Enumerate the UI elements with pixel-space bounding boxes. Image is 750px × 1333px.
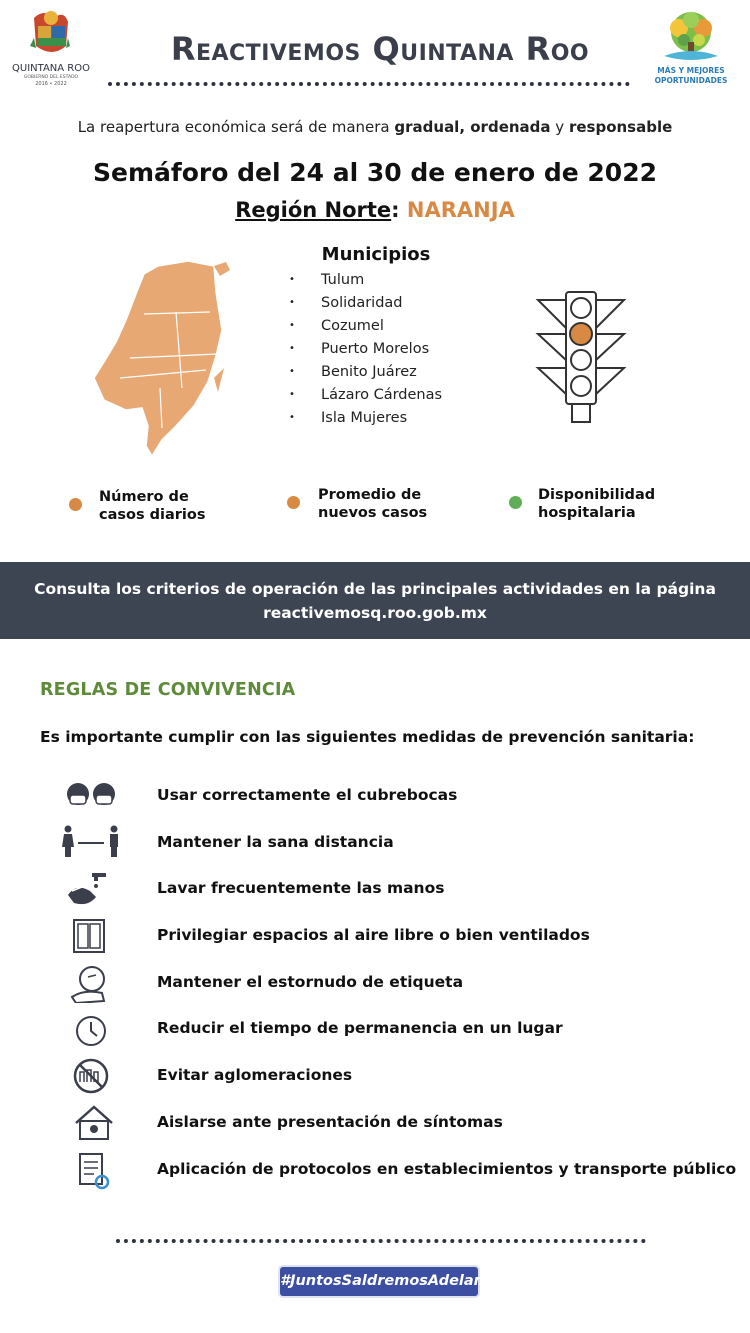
face-mask-icon (62, 776, 120, 816)
rule-item: Mantener la sana distancia (0, 823, 750, 869)
logo-subtitle: GOBIERNO DEL ESTADO (23, 75, 79, 80)
info-banner (0, 562, 750, 639)
rules-intro: Es importante cumplir con las siguientes medidas de prevención sanitaria: (40, 728, 695, 746)
tree-logo-icon (646, 8, 736, 88)
hand-washing-icon (62, 869, 120, 909)
page-title: Reactivemos Quintana Roo (170, 30, 590, 68)
list-item: • Puerto Morelos (289, 340, 430, 357)
rule-item: Mantener el estornudo de etiqueta (0, 963, 750, 1009)
rule-item: Aplicación de protocolos en establecimientos y transporte público (0, 1150, 750, 1196)
traffic-light-icon (532, 288, 632, 428)
quintana-roo-coat-of-arms-icon (8, 8, 94, 88)
municipios-list (286, 268, 486, 429)
clock-icon (62, 1009, 120, 1049)
list-item: • Lázaro Cárdenas (289, 386, 443, 403)
region-label: Región Norte (235, 198, 392, 222)
status-dot (69, 498, 82, 511)
rule-item: Reducir el tiempo de permanencia en un lugar (0, 1009, 750, 1055)
rule-item: Usar correctamente el cubrebocas (0, 776, 750, 822)
logo-years: 2016 • 2022 (35, 81, 67, 87)
banner-link[interactable]: reactivemosq.roo.gob.mx (263, 604, 487, 622)
municipios-title: Municipios (321, 244, 431, 265)
window-icon (62, 916, 120, 956)
sneeze-etiquette-icon (62, 963, 120, 1003)
list-item: • Benito Juárez (289, 363, 417, 380)
list-item: • Solidaridad (289, 294, 403, 311)
rule-item: Aislarse ante presentación de síntomas (0, 1103, 750, 1149)
list-item: • Cozumel (289, 317, 384, 334)
logo-line2: OPORTUNIDADES (654, 76, 728, 85)
divider (108, 82, 630, 86)
rule-item: Privilegiar espacios al aire libre o bien ventilados (0, 916, 750, 962)
home-isolation-icon (62, 1103, 120, 1143)
semaforo-date-title: Semáforo del 24 al 30 de enero de 2022 (92, 158, 657, 187)
region-map-icon (90, 258, 240, 463)
region-color-label: NARANJA (406, 198, 515, 222)
indicator-hospital-availability: Disponibilidad hospitalaria (509, 486, 678, 522)
indicator-new-cases-average: Promedio de nuevos casos (287, 486, 448, 522)
rule-item: Lavar frecuentemente las manos (0, 869, 750, 915)
list-item: • Tulum (289, 271, 365, 288)
no-crowds-icon (62, 1056, 120, 1096)
list-item: • Isla Mujeres (289, 409, 408, 426)
divider (116, 1239, 646, 1243)
hashtag-badge: #JuntosSaldremosAdelante (280, 1267, 478, 1296)
intro-text: La reapertura económica será de manera gradual, ordenada y responsable (77, 118, 673, 136)
rule-item: Evitar aglomeraciones (0, 1056, 750, 1102)
logo-name: QUINTANA ROO (12, 63, 90, 74)
status-dot (509, 496, 522, 509)
status-dot (287, 496, 300, 509)
logo-line1: MÁS Y MEJORES (657, 66, 725, 75)
social-distance-icon (62, 823, 120, 863)
protocol-checklist-icon (62, 1150, 120, 1190)
region-heading: Región Norte: NARANJA (235, 198, 515, 222)
banner-text: Consulta los criterios de operación de las principales actividades en la página (34, 580, 716, 598)
rules-title: REGLAS DE CONVIVENCIA (40, 680, 296, 700)
indicator-daily-cases: Número de casos diarios (69, 488, 229, 524)
